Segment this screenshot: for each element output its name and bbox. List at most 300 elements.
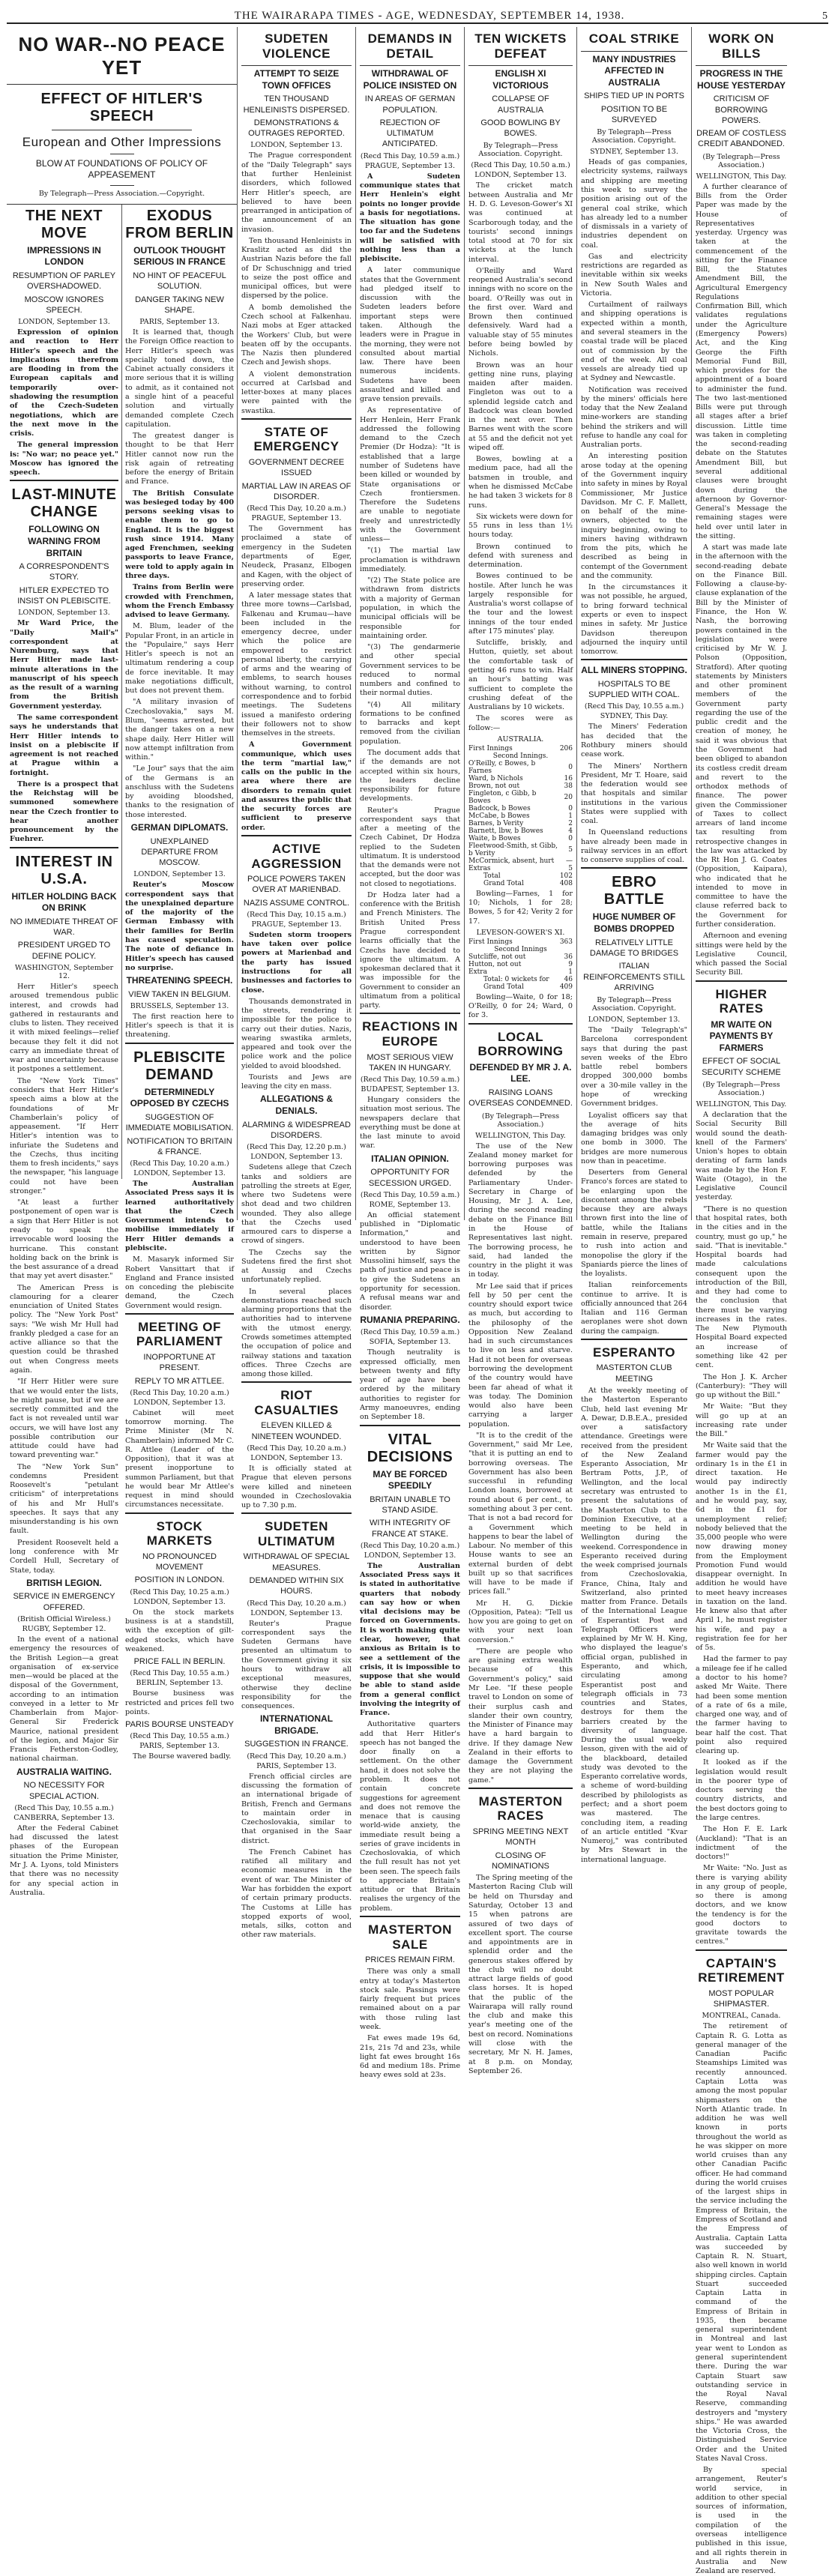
- story-deck: WITHDRAWAL OF POLICE INSISTED ON: [363, 68, 457, 91]
- divider: [360, 1425, 460, 1429]
- dateline: (Recd This Day, 10.20 a.m.): [247, 1752, 346, 1761]
- story-paragraph: Reuter's Prague correspondent says that after a meeting of the Czech Cabinet, Dr Hodza replied to the Sudeten ultimatum. It is understood that the demands were not accepted, but the door was not closed to negotiations.: [360, 806, 460, 888]
- story-headline: LAST-MINUTE CHANGE: [11, 486, 117, 521]
- dateline: PRAGUE, September 13.: [251, 514, 342, 523]
- batsman-entry: Barnes, b Verity: [468, 819, 524, 827]
- story-deck: NO HINT OF PEACEFUL SOLUTION.: [133, 271, 226, 292]
- story-headline: MASTERTON SALE: [368, 1922, 452, 1952]
- story-paragraph: Sutcliffe, briskly, and Hutton, quietly, set about the comfortable task of getting 46 runs to win. Half an hour's batting was sufficient to complete the crushing defeat of the Australians by 10 wickets.: [468, 639, 573, 712]
- story-paragraph: The "New York Times" considers that Herr Hitler's speech aims a blow at the foundations of Mr Chamberlain's policy of appeasement. "If Herr Hitler's intention was to infuriate the Sudetens and the Czechs, thus inciting them to fresh incidents," says the newspaper, "his language could not have been stronger.": [10, 1076, 118, 1195]
- story-paragraph: Loyalist officers say that the average of hits damaging bridges was only one bomb in 3000. The bridges are more numerous now than in peacetime.: [581, 1111, 687, 1165]
- divider: [241, 418, 352, 422]
- story-deck: ITALIAN REINFORCEMENTS STILL ARRIVING: [583, 962, 685, 992]
- dateline: (Recd This Day, 10.55 a.m.): [130, 1732, 229, 1741]
- batsman-runs: 5: [568, 845, 573, 854]
- story-paragraph: The document adds that if the demands are not accepted within six hours, the leaders decline responsibility for future developments.: [360, 748, 460, 803]
- scorecard-row: [468, 976, 573, 983]
- scorecard-label: First Innings: [468, 938, 513, 946]
- story-deck: CRITICISM OF BORROWING POWERS.: [713, 94, 770, 125]
- divider: [696, 1949, 787, 1953]
- story-paragraph: "(1) The martial law proclamation is withdrawn immediately.: [360, 546, 460, 573]
- dateline: (Recd This Day, 10.20 a.m.): [247, 1599, 346, 1608]
- story-paragraph: Six wickets were down for 55 runs in less than 1½ hours today.: [468, 512, 573, 540]
- divider: [7, 84, 237, 85]
- batsman-entry: O'Reilly, c Bowes, b Farnes: [468, 759, 536, 775]
- scorecard-row: [468, 812, 573, 820]
- dateline: (Recd This Day, 10.50 a.m.): [471, 161, 570, 170]
- story-deck: SUGGESTION IN FRANCE.: [244, 1740, 349, 1749]
- story-deck: MOST SERIOUS VIEW TAKEN IN HUNGARY.: [367, 1052, 453, 1073]
- story-paragraph: Mr Lee said that if prices fell by 50 per cent the country should export twice as much, but according to the philosophy of the Opposition New Zealand had in such circumstances to live on less and starve. Had it not been for overseas borrowing the development of the country would have been far ahead of what it was today. The Dominion would also have been carrying a larger population.: [468, 1282, 573, 1429]
- story-headline: ITALIAN OPINION.: [371, 1153, 449, 1164]
- story-paragraph: Had the farmer to pay a mileage fee if he called a doctor to his home? asked Mr Waite. There had been some mention of a rate of 6s a mile, charged one way, and of the farmer having to bear half the cost. That point also required clearing up.: [696, 1655, 787, 1756]
- scorecard-australia: [468, 745, 573, 887]
- scorecard-label: First Innings: [468, 744, 513, 752]
- dateline: LONDON, September 13.: [133, 1398, 226, 1407]
- story-paragraph: Reuter's Prague correspondent says the Sudeten Germans have presented an ultimatum to the Government giving it six hours to withdraw all exceptional measures, otherwise they decline responsibility for the consequences.: [241, 1619, 352, 1711]
- byline: (By Telegraph—Press Association.): [702, 152, 780, 169]
- story-deck: BRITAIN UNABLE TO STAND ASIDE.: [370, 1494, 450, 1515]
- scorecard-runs: 46: [564, 975, 573, 983]
- story-deck: EFFECT OF SOCIAL SECURITY SCHEME: [702, 1057, 781, 1077]
- dateline: LONDON, September 13.: [588, 1016, 681, 1025]
- story-deck: POSITION TO BE SURVEYED: [600, 104, 668, 124]
- dateline: (Recd This Day, 10.20 a.m.): [360, 1541, 460, 1550]
- divider: [241, 65, 352, 66]
- story-headline: CAPTAIN'S RETIREMENT: [698, 1955, 785, 1985]
- batsman-entry: Extra: [468, 968, 487, 976]
- story-paragraph: The scores were as follow:—: [468, 714, 573, 732]
- column-4: [356, 27, 465, 2080]
- column-5: [465, 27, 577, 2075]
- divider: [581, 659, 687, 663]
- batsman-entry: Barnett, lbw, b Bowes: [468, 827, 543, 835]
- story-deck: ALARMING & WIDESPREAD DISORDERS.: [242, 1120, 351, 1140]
- story-paragraph: Authoritative quarters add that Herr Hitler's speech has not banged the door finally on a settlement. On the other hand, it does not solve the problem. It does not contain concrete suggestions for agreement and does not remove the menace that is causing world-wide anxiety, the immediate result being a series of grave incidents in Czechoslovakia, of which the full result has not yet been seen. The speech fails to appreciate Britain's attitude or that Britain realises the urgency of the problem.: [360, 1720, 460, 1913]
- dateline: (Recd This Day, 10.59 a.m.): [360, 1328, 460, 1337]
- story-deck: NO PRONOUNCED MOVEMENT: [142, 1551, 217, 1572]
- scorecard-team: AUSTRALIA.: [497, 735, 544, 743]
- divider: [581, 51, 687, 52]
- story-deck: ENGLISH XI VICTORIOUS: [492, 68, 549, 91]
- batsman-runs: 16: [564, 774, 573, 782]
- story-headline: LOCAL BORROWING: [477, 1029, 564, 1059]
- story-deck: HUGE NUMBER OF BOMBS DROPPED: [592, 911, 676, 935]
- story-paragraph: "There are people who are gaining extra wealth because of this Government's policy," said Mr Lee. "If these people travel to London on some of their surplus cash and slander their own country, the Minister of Finance may have a hard bargain to drive. If they damage New Zealand in their efforts to damage the Government they are not playing the game.": [468, 1647, 573, 1785]
- scorecard-row: [468, 953, 573, 961]
- story-headline: HIGHER RATES: [715, 986, 768, 1016]
- divider: [696, 65, 787, 66]
- divider: [360, 65, 460, 66]
- batsman-entry: Fingleton, c Gibb, b Bowes: [468, 789, 537, 805]
- dateline: (Recd This Day, 10.55 a.m.): [584, 702, 684, 711]
- story-paragraph: The Miners' Federation has decided that the Rothbury miners should cease work.: [581, 723, 687, 759]
- story-paragraph: Hungary considers the situation most serious. The newspapers declare that everything must be done at the last minute to avoid war.: [360, 1096, 460, 1150]
- column-7: [692, 27, 791, 2576]
- story-paragraph: An interesting position arose today at the opening of the Government inquiry into safety in mines by Royal Commissioner, Mr Justice Davidson. Mr C. F. Mallett, on behalf of the mine-owners, objected to the inquiry beginning, owing to miners having withdrawn from the pits, which he described as being in contempt of the Government and the community.: [581, 452, 687, 580]
- batsman-entry: Extras: [468, 864, 491, 872]
- dateline: SOFIA, September 13.: [369, 1338, 451, 1347]
- story-deck: ELEVEN KILLED & NINETEEN WOUNDED.: [251, 1421, 342, 1441]
- dateline: LONDON, September 13.: [18, 609, 110, 618]
- dateline: (Recd This Day, 10.20 a.m.): [247, 1444, 346, 1453]
- story-paragraph: Brown was an hour getting nine runs, playing maiden after maiden. Fingleton was out to a splendid legside catch and Badcock was clean bowled in the next over. Then Barnes went with the score at 55 and the deficit not yet wiped off.: [468, 361, 573, 452]
- story-paragraph: An official statement published in "Diplomatic Information," and understood to have been written by Signor Mussolini himself, says the path of justice and peace is to give the Sudetens an opportunity for secession. A refusal means war and disorder.: [360, 1210, 460, 1312]
- byline: (By Telegraph—Press Association.): [702, 1081, 780, 1098]
- story-paragraph: In several places demonstrations reached such alarming proportions that the authorities had to intervene with the utmost energy. Crowds sometimes attempted the occupation of police and railway stations and taxation offices. Three Czechs are among those killed.: [241, 1287, 352, 1379]
- dateline: LONDON, September 13.: [250, 1153, 343, 1162]
- lead-byline: By Telegraph—Press Association.—Copyright.: [38, 189, 205, 198]
- lead-headline: NO WAR--NO PEACE YET: [18, 33, 226, 79]
- story-headline: TEN WICKETS DEFEAT: [474, 31, 567, 61]
- story-headline: PLEBISCITE DEMAND: [133, 1049, 226, 1083]
- story-headline: THE NEXT MOVE: [25, 207, 103, 241]
- story-deck: SPRING MEETING NEXT MONTH: [472, 1827, 569, 1847]
- scorecard-row: [468, 961, 573, 968]
- scorecard-row: [468, 880, 573, 887]
- dateline: SYDNEY, September 13.: [590, 148, 678, 157]
- story-paragraph: Cabinet will meet tomorrow morning. The Prime Minister (Mr N. Chamberlain) informed Mr C. R. Attlee (Leader of the Opposition), that it was at present inopportune to summon Parliament, but that he would bear Mr Attlee's request in mind should circumstances necessitate.: [125, 1408, 234, 1509]
- batsman-entry: Badcock, b Bowes: [468, 804, 531, 812]
- bowling-figures: Bowling—Farnes, 1 for 10; Nichols, 1 for 28; Bowes, 5 for 42; Verity 2 for 17.: [468, 889, 573, 926]
- dateline: LONDON, September 13.: [133, 1597, 226, 1606]
- story-paragraph: A start was made late in the afternoon with the second-reading debate on the Finance Bill. Following a clause-by-clause explanation of the Bill by the Minister of Finance, the Hon W. Nash, the borrowing powers contained in the legislation were criticised by Mr W. J. Polson (Opposition, Stratford). After quoting statements by Ministers and other prominent members of the Government party regarding the use of the public credit and the creation of money, he said it was obvious that the Government had been obliged to abandon its costless credit dream and revert to the orthodox methods of finance. The power given the Commissioner of Taxes to collect arrears of land income tax resulting from retrospective changes in the law was attacked by the Rt Hon J. G. Coates (Opposition, Kaipara), who indicated that he intended to move in committee to have the clause referred back to the Government for further consideration.: [696, 543, 787, 929]
- story-paragraph: Bourse business was restricted and prices fell two points.: [125, 1689, 234, 1716]
- story-paragraph: Ten thousand Henleinists in Kraslitz acted as did the Austrian Nazis before the fall of Dr Schuschnigg and tried to seize the post office and municipal offices, but were dispersed by the police.: [241, 236, 352, 301]
- masthead-title: THE WAIRARAPA TIMES - AGE, WEDNESDAY, SEPTEMBER 14, 1938.: [234, 10, 625, 22]
- story-deck: OPPORTUNITY FOR SECESSION URGED.: [368, 1168, 452, 1188]
- batsman-runs: 38: [564, 782, 573, 790]
- story-paragraph: Afternoon and evening sittings were held by the Legislative Council, which passed the Social Security Bill.: [696, 932, 787, 977]
- dateline: CANBERRA, September 13.: [13, 1813, 115, 1822]
- story-deck: REPLY TO MR ATTLEE.: [134, 1376, 225, 1386]
- lead-story-head: [7, 33, 237, 205]
- story-paragraph: Dr Hodza later had a conference with the British and French Ministers. The British United Press Prague correspondent learns officially that the Czechs have decided to ignore the ultimatum. A spokesman declared that it was impossible for the Government to consider an ultimatum from a political party.: [360, 890, 460, 1010]
- scorecard-row: [468, 857, 573, 865]
- dateline: LONDON, September 13.: [250, 141, 343, 150]
- scorecard-row: [468, 782, 573, 790]
- story-deck: SERVICE IN EMERGENCY OFFERED.: [13, 1592, 115, 1612]
- story-headline: COAL STRIKE: [588, 31, 680, 46]
- subcolumn-1: [7, 205, 122, 1897]
- story-paragraph: "Le Jour" says that the aim of the Germans is an anschluss with the Sudetens by avoiding bloodshed, thanks to the resignation of those interested.: [125, 764, 234, 819]
- dateline: PRAGUE, September 13.: [364, 161, 455, 170]
- scorecard-row: [468, 775, 573, 782]
- story-deck: HITLER EXPECTED TO INSIST ON PLEBISCITE.: [17, 585, 111, 606]
- column-3: [238, 27, 356, 1940]
- story-headline: STOCK MARKETS: [146, 1518, 213, 1548]
- story-paragraph: Brown continued to defend with sureness and determination.: [468, 542, 573, 570]
- story-headline: ESPERANTO: [593, 1345, 675, 1360]
- story-deck: WITHDRAWAL OF SPECIAL MEASURES.: [243, 1552, 350, 1572]
- story-paragraph: Bowes continued to be hostile. After lunch he was largely responsible for Australia's worst collapse of the tour and the lowest innings of the tour ended after 175 minutes' play.: [468, 572, 573, 636]
- scorecard-label: Total: [483, 872, 501, 880]
- story-paragraph: The greatest danger is thought to be that Herr Hitler cannot now run the risk again of retreating before the energy of Britain and France.: [125, 432, 234, 486]
- story-paragraph: Deserters from General Franco's forces are stated to be enlarging upon the discontent among the rebels because they are always thrown first into the line of battle, while the Italians remain in reserve, prepared to rush into action and monopolise the glory if the Spaniards pierce the lines of the loyalists.: [581, 1168, 687, 1279]
- dateline: (Recd This Day, 10.55 a.m.): [14, 1803, 114, 1812]
- story-paragraph: It is officially stated at Prague that eleven persons were killed and nineteen wounded in Czechoslovakia up to 7.30 p.m.: [241, 1465, 352, 1510]
- story-paragraph: Italian reinforcements continue to arrive. It is officially announced that 264 Italian and 116 German aeroplanes were shot down during the campaign.: [581, 1281, 687, 1336]
- byline: By Telegraph—Press Association. Copyright.: [478, 142, 563, 159]
- divider: [468, 1023, 573, 1027]
- story-deck: SHIPS TIED UP IN PORTS: [584, 91, 684, 101]
- story-deck: GOVERNMENT DECREE ISSUED: [248, 458, 345, 478]
- story-paragraph: By special arrangement, Reuter's world service, in addition to other special sources of information, is used in the compilation of the overseas intelligence published in this issue, and all rights therein in Australia and New Zealand are reserved.: [696, 2466, 787, 2576]
- lead-subhead-3: BLOW AT FOUNDATIONS OF POLICY OF APPEASEMENT: [35, 157, 208, 181]
- batsman-entry: McCormick, absent, hurt: [468, 857, 555, 865]
- story-headline: RUMANIA PREPARING.: [360, 1314, 460, 1325]
- scorecard-row: [468, 805, 573, 812]
- story-deck: DEMONSTRATIONS & OUTRAGES REPORTED.: [248, 118, 345, 139]
- story-paragraph: Trains from Berlin were crowded with Frenchmen, whom the French Embassy advised to leave Germany.: [125, 583, 234, 620]
- scorecard-row: [468, 968, 573, 976]
- story-paragraph: In the circumstances it was not possible, he argued, to bring forward technical experts or even to inspect mines in safety. Mr Justice Davidson thereupon adjourned the inquiry until tomorrow.: [581, 583, 687, 657]
- story-deck: HOSPITALS TO BE SUPPLIED WITH COAL.: [588, 679, 680, 700]
- story-paragraph: The Bourse wavered badly.: [133, 1752, 232, 1761]
- story-paragraph: M. Masaryk informed Sir Robert Vansittart that if England and France insisted on conceding the plebiscite demand, the Czech Government would resign.: [125, 1255, 234, 1310]
- story-paragraph: Heads of gas companies, electricity systems, railways and shipping are meeting this week to survey the position arising out of the general coal strike, which has already led to a number of dismissals in a variety of industries dependent on coal.: [581, 158, 687, 250]
- scorecard-runs: 409: [559, 983, 573, 991]
- divider: [125, 1043, 234, 1046]
- scorecard-row: [468, 983, 573, 991]
- scorecard-row: [468, 865, 573, 872]
- story-paragraph: There is a prospect that the Reichstag will be summoned somewhere near the Czech frontier to hear another pronouncement by the Fuehrer.: [10, 779, 118, 844]
- story-paragraph: The cricket match between Australia and Mr H. D. G. Leveson-Gower's XI was continued at Scarborough today, and the tourists' second innings total stood at 70 for six wickets at the lunch interval.: [468, 181, 573, 264]
- story-headline: ALL MINERS STOPPING.: [581, 665, 687, 676]
- story-paragraph: The Australian Associated Press says it is learned authoritatively that the Czech Government intends to mobilise immediately if Herr Hitler demands a plebiscite.: [125, 1180, 234, 1252]
- story-paragraph: "If Herr Hitler were sure that we would enter the lists, he might pause, but if we are secretly committed and the fact is not revealed until war occurs, we will have lost any possible contribution our attitude could have had toward preventing war.": [10, 1378, 118, 1460]
- story-paragraph: It is learned that, though the Foreign Office reaction to Herr Hitler's speech was specially toned down, the Cabinet actually considers it more serious that it is willing to admit, as it contained not a single hint of a peaceful solution and virtually demanded complete Czech capitulation.: [125, 328, 234, 429]
- dateline: WELLINGTON, This Day.: [475, 1131, 566, 1140]
- dateline: (Recd This Day, 10.59 a.m.): [360, 151, 460, 160]
- story-headline: STATE OF EMERGENCY: [253, 424, 340, 454]
- story-deck: NO NECESSITY FOR SPECIAL ACTION.: [23, 1781, 105, 1801]
- story-paragraph: As representative of Herr Henlein, Herr Frank addressed the following demand to the Czech Premier (Dr Hodza): "It is established that a large number of Sudetens have been killed or wounded by State organisations or Czech frontiersmen. Therefore the Sudetens are unable to negotiate freely and unrestrictedly with the Government unless—: [360, 406, 460, 544]
- story-paragraph: The use of the New Zealand money market for borrowing purposes was defended by the Parliamentary Under-Secretary in Charge of Housing, Mr J. A. Lee, during the second reading debate on the Finance Bill in the House of Representatives last night. The borrowing process, he said, had landed the country in the plight it was in today.: [468, 1141, 573, 1279]
- story-paragraph: The American Press is clamouring for a clearer enunciation of United States policy. The "New York Post" says: "We wish Mr Hull had frankly pledged a case for an active alliance so that the question could be thrashed out when Congress meets again.: [10, 1283, 118, 1375]
- story-headline: MEETING OF PARLIAMENT: [136, 1319, 223, 1349]
- divider: [468, 1788, 573, 1791]
- scorecard-row: [468, 835, 573, 842]
- story-paragraph: Mr H. G. Dickie (Opposition, Patea): "Tell us how you are going to get on with your next loan conversion.": [468, 1599, 573, 1644]
- scorecard-row: [468, 872, 573, 880]
- divider: [360, 1013, 460, 1016]
- dateline: (Recd This Day, 10.59 a.m.): [360, 1076, 460, 1085]
- story-paragraph: Mr Waite said that the farmer would pay the ordinary 1s in the £1 in direct taxation. He would pay indirectly another 1s in the £1, and he would pay, say, 6d in the £1 for unemployment relief; nobody believed that the 35,000 people who were now drawing money from the Employment Promotion Fund would disappear overnight. In addition he would have to meet heavy increases in taxation on the land. He knew also that after April 1, he must register his wife, and pay a registration fee for her of 5s.: [696, 1441, 787, 1653]
- divider: [125, 1512, 234, 1516]
- story-deck: POLICE POWERS TAKEN OVER AT MARIENBAD.: [247, 875, 346, 895]
- story-deck: RESUMPTION OF PARLEY OVERSHADOWED.: [12, 271, 116, 292]
- story-deck: CLOSING OF NOMINATIONS: [492, 1850, 549, 1871]
- divider: [10, 480, 118, 483]
- story-deck: HITLER HOLDING BACK ON BRINK: [11, 890, 117, 914]
- byline: (By Telegraph—Press Association.): [481, 1111, 560, 1129]
- story-paragraph: A violent demonstration occurred at Carlsbad and letter-boxes at many places were painted with the swastika.: [241, 369, 352, 415]
- scorecard-row: [468, 820, 573, 827]
- story-deck: POSITION IN LONDON.: [134, 1575, 225, 1585]
- story-paragraph: French official circles are discussing the formation of an international brigade of British, French and Germans to maintain order in Czechoslovakia, similar to that organised in the Saar district.: [241, 1772, 352, 1845]
- story-deck: OUTLOOK THOUGHT SERIOUS IN FRANCE: [133, 244, 226, 268]
- scorecard-team: LEVESON-GOWER'S XI.: [476, 928, 565, 937]
- story-paragraph: Curtailment of railways and shipping operations is expected within a month, and several steamers in the coastal trade will be placed out of commission by the end of the week. All coal vessels are already tied up at Sydney and Newcastle.: [581, 301, 687, 383]
- scorecard-label: Total: 0 wickets for: [483, 975, 549, 983]
- scorecard-label: Grand Total: [483, 983, 524, 991]
- dateline: RUGBY, September 12.: [22, 1625, 106, 1633]
- batsman-entry: Waite, b Bowes: [468, 834, 521, 842]
- dateline: PARIS, September 13.: [139, 318, 220, 327]
- story-paragraph: Tourists and Jews are leaving the city en mass.: [241, 1073, 352, 1091]
- page-number: 5: [822, 10, 828, 22]
- story-deck: MARTIAL LAW IN AREAS OF DISORDER.: [241, 481, 352, 501]
- story-deck: ATTEMPT TO SEIZE TOWN OFFICES: [253, 68, 340, 91]
- story-deck: A CORRESPONDENT'S STORY.: [19, 562, 109, 582]
- dateline: (Recd This Day, 10.59 a.m.): [360, 1190, 460, 1199]
- story-deck: IMPRESSIONS IN LONDON: [27, 244, 101, 268]
- masthead: [7, 6, 828, 24]
- story-paragraph: A bomb demolished the Czech school at Falkenhau. Nazi mobs at Eger attacked the Workers' Club, but were beaten off by the occupants. The Nazis then plundered Czech and Jewish shops.: [241, 303, 352, 367]
- story-paragraph: The first reaction here to Hitler's speech is that it is threatening.: [125, 1012, 234, 1040]
- story-paragraph: M. Blum, leader of the Popular Front, in an article in the "Populaire," says Herr Hitler's speech is not an ultimatum rendering a coup de force inevitable. It may make negotiations difficult, but does not prevent them.: [125, 622, 234, 696]
- story-deck: RELATIVELY LITTLE DAMAGE TO BRIDGES: [589, 938, 679, 958]
- story-headline: AUSTRALIA WAITING.: [16, 1766, 112, 1777]
- story-paragraph: Mr Waite: "But they will go up at an increasing rate under the Bill.": [696, 1402, 787, 1439]
- dateline: LONDON, September 13.: [133, 870, 226, 879]
- story-deck: NO IMMEDIATE THREAT OF WAR.: [10, 917, 118, 938]
- batsman-runs: 0: [568, 834, 573, 842]
- dateline: (Recd This Day, 10.15 a.m.): [247, 910, 346, 919]
- story-deck: NOTIFICATION TO BRITAIN & FRANCE.: [127, 1136, 232, 1156]
- dateline: BRUSSELS, September 13.: [130, 1001, 229, 1010]
- byline: By Telegraph—Press Association. Copyright.: [591, 996, 677, 1013]
- story-paragraph: Herr Hitler's speech aroused tremendous public interest, and crowds had gathered in restaurants and clubs to listen. They received it with mixed feelings—relief because they felt it did not carry an immediate threat of war and uncertainty because it postpones a settlement.: [10, 983, 118, 1074]
- batsman-entry: Sutcliffe, not out: [468, 953, 526, 961]
- batsman-runs: 4: [568, 827, 573, 835]
- story-paragraph: At the weekly meeting of the Masterton Esperanto Club, held last evening Mr A. Dewar, D.B.E.A., presided over a satisfactory attendance. Greetings were received from the president of the New Zealand Esperanto Association, Mr Bertram Potts, J.P., of Wellington, and the local secretary was entrusted to present the salutations of the Masterton Club to the Dominion Executive, at a meeting to be held in Wellington during the weekend. Correspondence in Esperanto received during the week comprised journals from Czechoslovakia, France, China, Italy and Switzerland, also printed matter from France. Details of the International League of Esperantist Post and Telegraph Officers were explained by Mr W. H. King, who displayed the league's official organ, published in Esperanto, and which, circulating among Esperantist post and telegraph officials in 73 countries and States, destroys for them the barriers created by the diversity of language. During the usual weekly lesson, given with the aid of the blackboard, detailed study was devoted to the Esperanto correlative words, a scheme of word-building described by philologists as perfect; and a short poem was mastered. The concluding item, a reading of an article entitled "Kvar Numeroj," was contributed by Mrs Stewart in the international language.: [581, 1387, 687, 1864]
- story-paragraph: Fat ewes made 19s 6d, 21s, 21s 7d and 23s, while light fat ewes brought 16s 6d and medium 18s. Prime heavy ewes sold at 23s.: [360, 2034, 460, 2080]
- story-headline: EXODUS FROM BERLIN: [125, 207, 234, 241]
- scorecard-rows: [468, 760, 573, 872]
- lead-subhead-2: European and Other Impressions: [22, 135, 222, 149]
- dateline: WASHINGTON, September 12.: [14, 964, 114, 981]
- scorecard-runs: 363: [559, 938, 573, 946]
- story-deck: PRICE FALL IN BERLIN.: [133, 1657, 226, 1667]
- story-paragraph: The French Cabinet has ratified all military and economic measures in the event of war. The Minister of War has forbidden the export of certain primary products. The Customs at Lille has stopped exports of wool, metals, silks, cotton and other raw materials.: [241, 1847, 352, 1940]
- story-headline: REACTIONS IN EUROPE: [362, 1019, 458, 1049]
- dateline: WELLINGTON, This Day.: [696, 172, 787, 181]
- lead-split: [7, 205, 237, 1897]
- story-deck: REJECTION OF ULTIMATUM ANTICIPATED.: [379, 118, 441, 149]
- batsman-runs: 36: [564, 953, 573, 961]
- story-paragraph: The Government has proclaimed a state of emergency in the Sudeten departments of Eger, Neudeck, Prasanz, Elbogen and Kagen, with the object of preserving order.: [241, 525, 352, 588]
- story-headline: GERMAN DIPLOMATS.: [130, 821, 229, 833]
- dateline: (Recd This Day, 10.20 a.m.): [130, 1388, 229, 1397]
- scorecard-row: [468, 760, 573, 775]
- dateline: ROME, September 13.: [369, 1200, 451, 1209]
- dateline: PARIS, September 13.: [139, 1742, 220, 1751]
- story-deck: PARIS BOURSE UNSTEADY: [125, 1720, 234, 1730]
- scorecard-row: [468, 938, 573, 946]
- byline: By Telegraph—Press Association. Copyright.: [591, 128, 677, 145]
- batsman-entry: Fleetwood-Smith, st Gibb, b Verity: [468, 842, 558, 857]
- story-deck: DETERMINEDLY OPPOSED BY CZECHS: [130, 1086, 229, 1109]
- story-deck: PRESIDENT URGED TO DEFINE POLICY.: [17, 941, 111, 961]
- story-headline: ALLEGATIONS & DENIALS.: [259, 1094, 334, 1117]
- story-paragraph: A Sudeten communique states that Herr Henlein's eight points no longer provide a basis for negotiations. The situation has gone too far and the Sudetens will be satisfied with nothing less than a plebiscite.: [360, 172, 460, 264]
- divider: [241, 1381, 352, 1385]
- dateline: LONDON, September 13.: [474, 171, 567, 180]
- columns: [7, 27, 828, 2576]
- scorecard-row: [468, 827, 573, 835]
- story-paragraph: A later message states that three more towns—Carlsbad, Falkenau and Krumau—have been included in the emergency decree, under which the police are empowered to restrict personal liberty, the carrying of arms and the wearing of emblems, to search houses without warning, to control correspondence and to forbid meetings. The Sudetens issued a manifesto ordering their followers not to show themselves in the streets.: [241, 591, 352, 738]
- story-paragraph: The Miners' Northern President, Mr T. Hoare, said the federation would see that hospitals and similar institutions in the various States were supplied with coal.: [581, 761, 687, 826]
- newspaper-page: [7, 6, 828, 2576]
- story-paragraph: A Government communique, which uses the term "martial law," calls on the public in the area where there are disorders to remain quiet and assures the public that the security forces are sufficient to preserve order.: [241, 740, 352, 832]
- scorecard-runs: 206: [559, 744, 573, 752]
- batsman-runs: 20: [564, 793, 573, 801]
- story-deck: MAY BE FORCED SPEEDILY: [373, 1468, 447, 1491]
- dateline: (Recd This Day, 10.25 a.m.): [130, 1587, 229, 1596]
- divider: [581, 867, 687, 871]
- story-deck: FOLLOWING ON WARNING FROM BRITAIN: [28, 524, 100, 558]
- story-paragraph: "(3) The gendarmerie and other special Government services to be reduced to normal numbers and confined to their normal duties.: [360, 643, 460, 698]
- story-deck: DEMANDED WITHIN SIX HOURS.: [249, 1576, 344, 1596]
- dateline: LONDON, September 13.: [18, 318, 110, 327]
- story-paragraph: Though neutrality is expressed officially, men between twenty and fifty year of age have been ordered by the military authorities to register for Army manoeuvres, ending on September 18.: [360, 1348, 460, 1422]
- story-paragraph: The Australian Associated Press says it is stated in authoritative quarters that nobody can say how or when vital decisions may be forced on Governments. It is worth making quite clear, however, that anxious as Britain is to see a settlement of the crisis, it is impossible to suppose that she would be able to stand aside from a general conflict involving the integrity of France.: [360, 1561, 460, 1718]
- divider: [125, 1313, 234, 1317]
- column-6: [577, 27, 692, 1864]
- story-headline: INTEREST IN U.S.A.: [15, 853, 113, 887]
- story-paragraph: In the event of a national emergency the resources of the British Legion—a great organisation of ex-service men—would be placed at the disposal of the Government, according to an intimation conveyed in a letter to Mr Chamberlain from Major-General Sir Frederick Maurice, national president of the legion, and Major Sir Francis Fetherston-Godley, national chairman.: [10, 1635, 118, 1764]
- story-deck: GOOD BOWLING BY BOWES.: [480, 118, 561, 139]
- story-paragraph: The Hon F. E. Lark (Auckland): "That is an indictment of the doctors!": [696, 1825, 787, 1862]
- story-paragraph: In Queensland reductions have already been made in railway services in an effort to conserve supplies of coal.: [581, 828, 687, 865]
- story-paragraph: O'Reilly and Ward reopened Australia's second innings with no score on the board. O'Reilly was out in the first over. Ward and Brown then continued defensively. Ward had a valuable stay of 55 minutes before being bowled by Nichols.: [468, 266, 573, 358]
- story-headline: MASTERTON RACES: [478, 1794, 563, 1824]
- story-paragraph: "It is to the credit of the Government," said Mr Lee, "that it is putting an end to borrowing overseas. The Government has also been successful in refunding London loans, borrowed at round about 6 per cent., to something about 3 per cent. That is not a bad record for a Government which happens to bear the label of Labour. No member of this House wants to see an external burden of debt built up so that sacrifices will have to be made if prices fall.": [468, 1431, 573, 1596]
- dateline: LONDON, September 13.: [250, 1608, 343, 1617]
- batsman-runs: 0: [568, 804, 573, 812]
- dateline: (British Official Wireless.): [17, 1615, 111, 1623]
- dateline: LONDON, September 13.: [250, 1454, 343, 1463]
- story-paragraph: "At least a further postponement of open war is a sign that Herr Hitler is not ready to speak the irrevocable word loosing the hurricane. This constant holding back on the brink is the best assurance of a dread that may yet avert disaster.": [10, 1198, 118, 1281]
- story-paragraph: A declaration that the Social Security Bill would sound the death-knell of the Farmers' Union's hopes to obtain derating of farm lands was made by the Hon F. Waite (Otago), in the Legislative Council yesterday.: [696, 1111, 787, 1202]
- story-paragraph: "(2) The State police are withdrawn from districts with a majority of German population, in which the municipal officials will be responsible for maintaining order.: [360, 576, 460, 640]
- story-paragraph: After the Federal Cabinet had discussed the latest phases of the European situation the Prime Minister, Mr J. A. Lyons, told Ministers that there was no necessity for any special action in Australia.: [10, 1824, 118, 1897]
- dateline: (Recd This Day, 12.20 p.m.): [247, 1143, 346, 1152]
- story-paragraph: It looked as if the legislation would result in the poorer type of doctors serving the country districts, and the best doctors going to the large centres.: [696, 1758, 787, 1822]
- story-deck: VIEW TAKEN IN BELGIUM.: [128, 989, 231, 999]
- story-paragraph: On the stock markets business is at a standstill, with the exception of gilt-edged stocks, which have weakened.: [125, 1608, 234, 1653]
- scorecard-runs: 102: [559, 872, 573, 880]
- scorecard-label: Grand Total: [483, 879, 524, 887]
- story-headline: SUDETEN VIOLENCE: [262, 31, 331, 61]
- story-paragraph: The Czechs say the Sudetens fired the first shot at Aussig and Czechs unfortunately replied.: [241, 1248, 352, 1285]
- story-paragraph: Notification was received by the miners' officials here today that the New Zealand mine-workers are standing behind the strikers and will refuse to handle any coal for Australian ports.: [581, 385, 687, 450]
- story-headline: DEMANDS IN DETAIL: [367, 31, 453, 61]
- story-headline: RIOT CASUALTIES: [254, 1388, 339, 1417]
- dateline: PRAGUE, September 13.: [251, 920, 342, 929]
- story-deck: SUGGESTION OF IMMEDIATE MOBILISATION.: [125, 1112, 234, 1133]
- story-deck: MASTERTON CLUB MEETING: [596, 1363, 672, 1384]
- story-paragraph: Thousands demonstrated in the streets, rendering it impossible for the police to carry out their duties. Nazis, wearing swastika armlets, appeared and took over the police work and the police yielded to avoid bloodshed.: [241, 997, 352, 1070]
- scorecard-row: [468, 745, 573, 752]
- story-paragraph: Gas and electricity restrictions are regarded as inevitable within six weeks in New South Wales and Victoria.: [581, 252, 687, 298]
- story-paragraph: Mr Ward Price, the "Daily Mail's" correspondent at Nuremburg, says that Herr Hitler made last-minute alterations in the manuscript of his speech as the result of a warning from the British Government yesterday.: [10, 619, 118, 711]
- story-paragraph: President Roosevelt held a long conference with Mr Cordell Hull, Secretary of State, today.: [10, 1538, 118, 1575]
- divider: [581, 1339, 687, 1342]
- batsman-runs: 0: [568, 763, 573, 771]
